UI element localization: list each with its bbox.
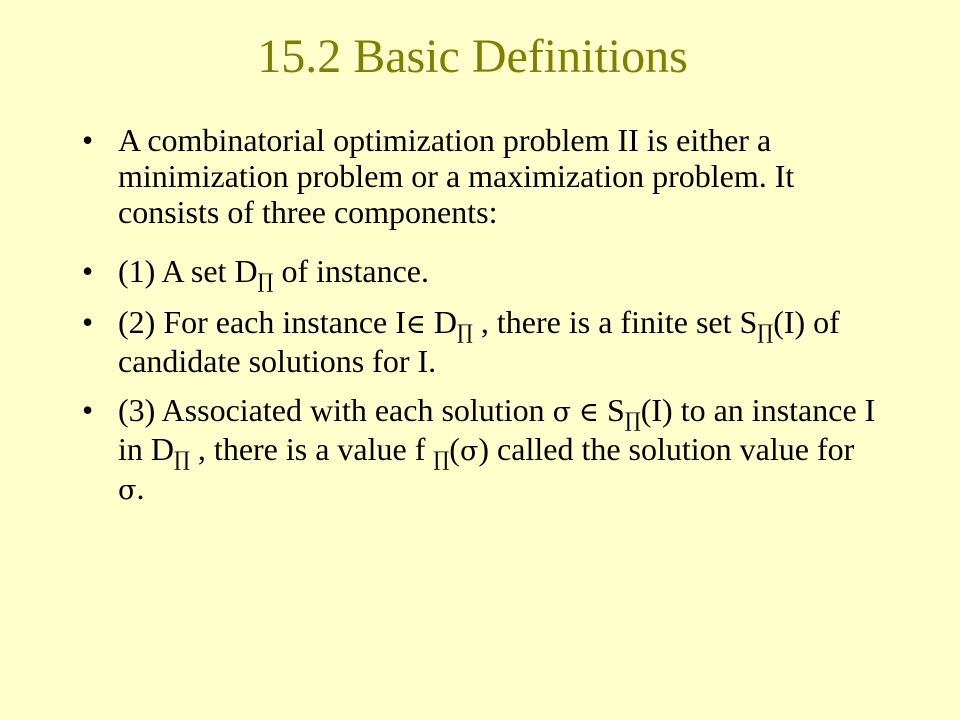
- bullet-text: A combinatorial optimization problem II is either a minimization problem or a maximization problem. It consists of three components:: [118, 122, 795, 230]
- pi-subscript: ∏: [456, 320, 473, 344]
- pi-subscript: ∏: [624, 408, 641, 432]
- bullet-marker: •: [82, 122, 94, 158]
- bullet-component-1: [80, 253, 880, 293]
- bullet-text-part: ) called the solution value for: [478, 431, 855, 467]
- bullet-text-part: (I) to an instance I in D: [118, 392, 876, 467]
- bullet-text-part: .: [136, 470, 145, 506]
- bullet-text-part: of instance.: [273, 253, 429, 289]
- bullet-marker: •: [82, 304, 94, 340]
- element-of-symbol: ∈: [579, 397, 600, 428]
- bullet-text-part: [571, 392, 579, 428]
- bullet-text-part: , there is a value f: [189, 431, 434, 467]
- pi-subscript: ∏: [757, 320, 774, 344]
- pi-subscript: ∏: [433, 447, 450, 471]
- bullet-component-2: [80, 304, 880, 379]
- sigma-symbol: σ: [118, 475, 137, 506]
- bullet-text-part: D: [425, 304, 457, 340]
- bullet-definition: [80, 122, 880, 230]
- bullet-text-part: S: [599, 392, 625, 428]
- sigma-symbol: σ: [459, 436, 479, 467]
- bullet-text-part: (2) For each instance I: [118, 304, 406, 340]
- bullet-text-part: , there is a finite set S: [472, 304, 758, 340]
- bullet-text-part: (I) of candidate solutions for I.: [118, 304, 840, 379]
- slide-title: 15.2 Basic Definitions: [257, 30, 688, 83]
- element-of-symbol: ∈: [405, 309, 426, 340]
- bullet-text-part: (3) Associated with each solution: [118, 392, 553, 428]
- pi-subscript: ∏: [257, 269, 274, 293]
- bullet-marker: •: [82, 253, 94, 289]
- sigma-symbol: σ: [552, 397, 572, 428]
- bullet-component-3: [80, 392, 880, 509]
- bullet-text-part: (: [449, 431, 460, 467]
- bullet-list: [80, 122, 880, 529]
- pi-subscript: ∏: [174, 447, 190, 471]
- bullet-text-part: (1) A set D: [118, 253, 258, 289]
- bullet-marker: •: [82, 392, 94, 428]
